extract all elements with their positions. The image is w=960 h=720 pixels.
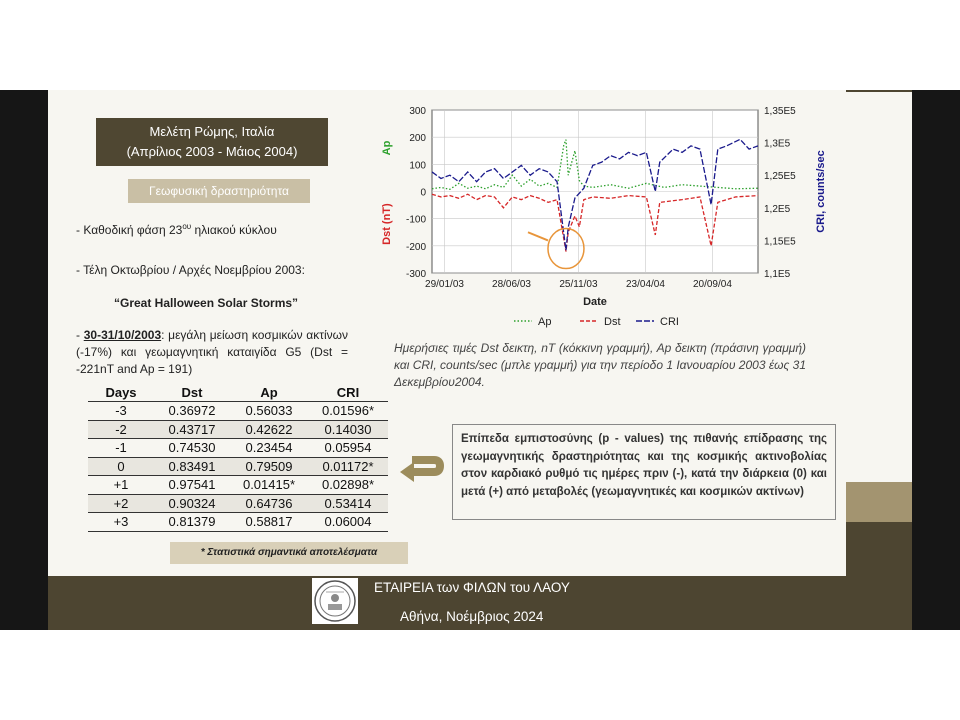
table-header-ap: Ap	[230, 384, 308, 402]
table-row	[88, 457, 388, 476]
table-cell: 0	[88, 457, 154, 476]
presentation-slide	[48, 90, 912, 630]
right-decor-block	[846, 482, 912, 522]
y-left-tick-label: 100	[409, 160, 426, 172]
table-row	[88, 402, 388, 421]
table-cell: 0.74530	[154, 439, 230, 458]
y-left-tick-label: -200	[405, 241, 426, 253]
bullet-halloween-quote: “Great Halloween Solar Storms”	[114, 296, 299, 310]
legend-label-cri: CRI	[660, 316, 679, 328]
y-right-label-cri: CRI, counts/sec	[815, 150, 827, 233]
slide-title	[96, 118, 328, 166]
bullet-storm-2003: - 30-31/10/2003: μεγάλη μείωση κοσμικών ακτίνων (-17%) και γεωμαγνητική καταιγίδα G5 (Dst = -221nT and Ap = 191)	[76, 328, 348, 376]
y-left-tick-label: 200	[409, 133, 426, 145]
table-cell: 0.64736	[230, 494, 308, 513]
return-arrow-icon	[398, 446, 444, 486]
table-cell: 0.01415*	[230, 476, 308, 495]
table-cell: 0.42622	[230, 420, 308, 439]
bullet-solar-cycle-sup: ου	[182, 222, 192, 231]
bullet-solar-cycle	[76, 222, 346, 237]
table-cell: 0.97541	[154, 476, 230, 495]
y-right-tick-label: 1,1E5	[764, 269, 791, 280]
right-decor-strip-mid	[846, 92, 912, 482]
table-cell: 0.01172*	[308, 457, 388, 476]
table-cell: 0.83491	[154, 457, 230, 476]
bullet-halloween: - Τέλη Οκτωβρίου / Αρχές Νοεμβρίου 2003:	[76, 263, 305, 277]
x-tick-label: 29/01/03	[425, 279, 464, 290]
chart-caption: Ημερήσιες τιμές Dst δεικτη, nT (κόκκινη γραμμή), Ap δεικτη (πράσινη γραμμή) και CRI, counts/sec (μπλε γραμμή) για την περίοδο 1 Ιανουαρίου 2003 έως 31 Δεκεμβρίου2004.	[394, 341, 806, 389]
x-axis-label: Date	[583, 296, 607, 308]
table-header-cri: CRI	[308, 384, 388, 402]
x-tick-label: 25/11/03	[559, 279, 598, 290]
table-cell: 0.79509	[230, 457, 308, 476]
y-right-tick-label: 1,2E5	[764, 203, 791, 215]
y-left-tick-label: 300	[409, 106, 426, 117]
y-right-tick-label: 1,35E5	[764, 106, 796, 117]
seal-emblem-icon	[312, 578, 358, 624]
table-header-days: Days	[88, 384, 154, 402]
footer-organization: ΕΤΑΙΡΕΙΑ των ΦΙΛΩΝ του ΛΑΟΥ	[374, 580, 570, 595]
confidence-box: Επίπεδα εμπιστοσύνης (p - values) της πιθανής επίδρασης της γεωμαγνητικής δραστηριότητας και της κοσμικής ακτινοβολίας στον καρδιακό ρυθμό τις ημέρες πριν (-), κατά την διάρκεια (0) και μετά (+) από μεταβολές (γεωμαγνητικές και κοσμικών ακτίνων)	[452, 424, 836, 520]
x-tick-label: 20/09/04	[692, 279, 732, 290]
y-left-label-dst: Dst (nT)	[381, 203, 393, 245]
table-cell: +1	[88, 476, 154, 495]
section-subtitle: Γεωφυσική δραστηριότητα	[128, 179, 310, 203]
table-cell: 0.06004	[308, 513, 388, 532]
table-cell: +3	[88, 513, 154, 532]
table-cell: -2	[88, 420, 154, 439]
table-row	[88, 476, 388, 495]
table-cell: 0.81379	[154, 513, 230, 532]
table-cell: -3	[88, 402, 154, 421]
table-cell: -1	[88, 439, 154, 458]
table-cell: 0.90324	[154, 494, 230, 513]
y-left-tick-label: -300	[405, 269, 426, 280]
x-tick-label: 28/06/03	[492, 279, 531, 290]
table-cell: +2	[88, 494, 154, 513]
y-left-tick-label: -100	[405, 214, 426, 226]
table-cell: 0.53414	[308, 494, 388, 513]
table-cell: 0.36972	[154, 402, 230, 421]
y-left-label-ap: Ap	[381, 140, 393, 156]
table-cell: 0.58817	[230, 513, 308, 532]
legend-label-dst: Dst	[604, 316, 621, 328]
legend-label-ap: Ap	[538, 316, 552, 328]
bullet-solar-cycle-suffix: ηλιακού κύκλου	[191, 223, 277, 237]
slide-title-line2: (Απρίλιος 2003 - Μάιος 2004)	[126, 144, 298, 159]
table-cell: 0.56033	[230, 402, 308, 421]
geomagnetic-chart	[374, 98, 836, 334]
x-tick-label: 23/04/04	[625, 279, 665, 290]
table-row	[88, 513, 388, 532]
right-black-band	[912, 90, 960, 630]
significance-note: * Στατιστικά σημαντικά αποτελέσματα	[170, 542, 408, 564]
slide-title-line1: Μελέτη Ρώμης, Ιταλία	[149, 124, 275, 139]
p-values-table	[88, 384, 388, 532]
footer-place-date: Αθήνα, Νοέμβριος 2024	[400, 609, 544, 624]
table-cell: 0.23454	[230, 439, 308, 458]
table-row	[88, 494, 388, 513]
y-left-tick-label: 0	[420, 187, 426, 199]
table-row	[88, 420, 388, 439]
table-cell: 0.02898*	[308, 476, 388, 495]
left-black-band	[0, 90, 48, 630]
table-cell: 0.01596*	[308, 402, 388, 421]
table-header-row	[88, 384, 388, 402]
y-right-tick-label: 1,25E5	[764, 171, 796, 183]
table-row	[88, 439, 388, 458]
table-header-dst: Dst	[154, 384, 230, 402]
bullet-storm-text: : μεγάλη μείωση κοσμικών ακτίνων (-17%) και γεωμαγνητική καταιγίδα G5 (Dst = -221nT and Ap = 191)	[76, 328, 348, 376]
bullet-solar-cycle-prefix: - Καθοδική φάση 23	[76, 223, 183, 237]
y-right-tick-label: 1,3E5	[764, 138, 791, 150]
right-decor-strip-bottom	[846, 522, 912, 576]
table-cell: 0.14030	[308, 420, 388, 439]
table-cell: 0.43717	[154, 420, 230, 439]
table-cell: 0.05954	[308, 439, 388, 458]
y-right-tick-label: 1,15E5	[764, 236, 796, 248]
bullet-storm-date: 30-31/10/2003	[83, 328, 162, 342]
society-seal-logo	[312, 578, 358, 624]
